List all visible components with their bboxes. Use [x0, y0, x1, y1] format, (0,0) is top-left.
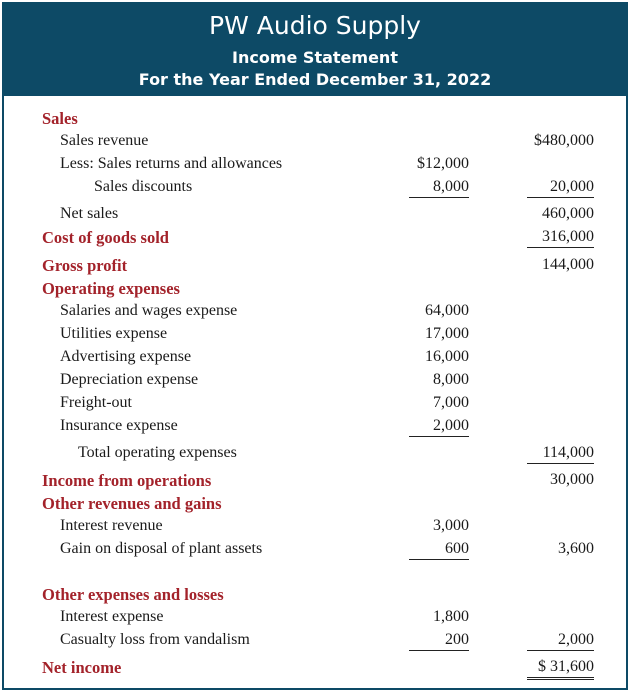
line-total: 20,000 [527, 178, 594, 198]
line-label: Interest revenue [60, 517, 163, 534]
section-operating-expenses [4, 278, 626, 301]
line-amount: 600 [409, 540, 469, 560]
line-total: 316,000 [527, 228, 594, 248]
line-label: Cost of goods sold [42, 228, 169, 247]
section-other-revenues [4, 493, 626, 516]
line-sales-discounts [4, 177, 626, 200]
statement-period: For the Year Ended December 31, 2022 [138, 70, 492, 89]
line-label: Operating expenses [42, 279, 180, 298]
line-amount: 8,000 [409, 178, 469, 198]
line-amount: 2,000 [409, 417, 469, 437]
line-freight-out [4, 393, 626, 416]
line-label: Utilities expense [60, 325, 168, 342]
line-gross-profit [4, 255, 626, 278]
line-amount: 7,000 [433, 394, 469, 411]
line-label: Less: Sales returns and allowances [60, 155, 283, 172]
line-label: Sales discounts [94, 178, 193, 195]
line-salaries [4, 301, 626, 324]
line-interest-expense [4, 607, 626, 630]
line-label: Net income [42, 658, 122, 677]
line-total: 30,000 [550, 471, 594, 488]
statement-title: Income Statement [232, 48, 398, 67]
line-label: Other revenues and gains [42, 494, 222, 513]
line-casualty-loss [4, 630, 626, 653]
section-sales [4, 108, 626, 131]
line-total: 460,000 [542, 205, 594, 222]
line-cogs [4, 227, 626, 250]
line-label: Insurance expense [60, 417, 178, 434]
line-net-sales [4, 204, 626, 227]
line-label: Freight-out [60, 394, 132, 411]
line-amount: 8,000 [433, 371, 469, 388]
line-total: 2,000 [527, 631, 594, 651]
line-amount: 200 [409, 631, 469, 651]
company-name: PW Audio Supply [209, 11, 421, 40]
line-advertising [4, 347, 626, 370]
line-utilities [4, 324, 626, 347]
line-label: Advertising expense [60, 348, 192, 365]
line-label: Gross profit [42, 256, 128, 275]
line-label: Interest expense [60, 608, 164, 625]
line-insurance [4, 416, 626, 439]
line-amount: 64,000 [425, 302, 469, 319]
line-income-from-operations [4, 470, 626, 493]
line-total: 114,000 [527, 444, 594, 464]
line-net-income [4, 657, 626, 680]
line-interest-revenue [4, 516, 626, 539]
line-label: Sales [42, 109, 78, 128]
statement-header [4, 4, 626, 96]
line-amount: 17,000 [425, 325, 469, 342]
line-total: 144,000 [542, 256, 594, 273]
line-amount: 16,000 [425, 348, 469, 365]
line-label: Net sales [60, 205, 119, 222]
section-other-expenses [4, 584, 626, 607]
line-amount: 1,800 [433, 608, 469, 625]
line-label: Total operating expenses [78, 444, 237, 461]
line-label: Other expenses and losses [42, 585, 224, 604]
line-total: $ 31,600 [527, 658, 594, 680]
line-amount: $12,000 [417, 155, 469, 172]
line-sales-returns [4, 154, 626, 177]
line-label: Gain on disposal of plant assets [60, 540, 263, 557]
line-gain-on-disposal [4, 539, 626, 562]
line-label: Sales revenue [60, 132, 149, 149]
line-amount: 3,000 [433, 517, 469, 534]
line-sales-revenue [4, 131, 626, 154]
line-label: Salaries and wages expense [60, 302, 238, 319]
line-total: 3,600 [558, 540, 594, 557]
line-label: Depreciation expense [60, 371, 199, 388]
line-total: $480,000 [534, 132, 594, 149]
line-label: Income from operations [42, 471, 212, 490]
line-label: Casualty loss from vandalism [60, 631, 250, 648]
income-statement [2, 2, 628, 690]
line-total-operating-expenses [4, 443, 626, 466]
line-depreciation [4, 370, 626, 393]
